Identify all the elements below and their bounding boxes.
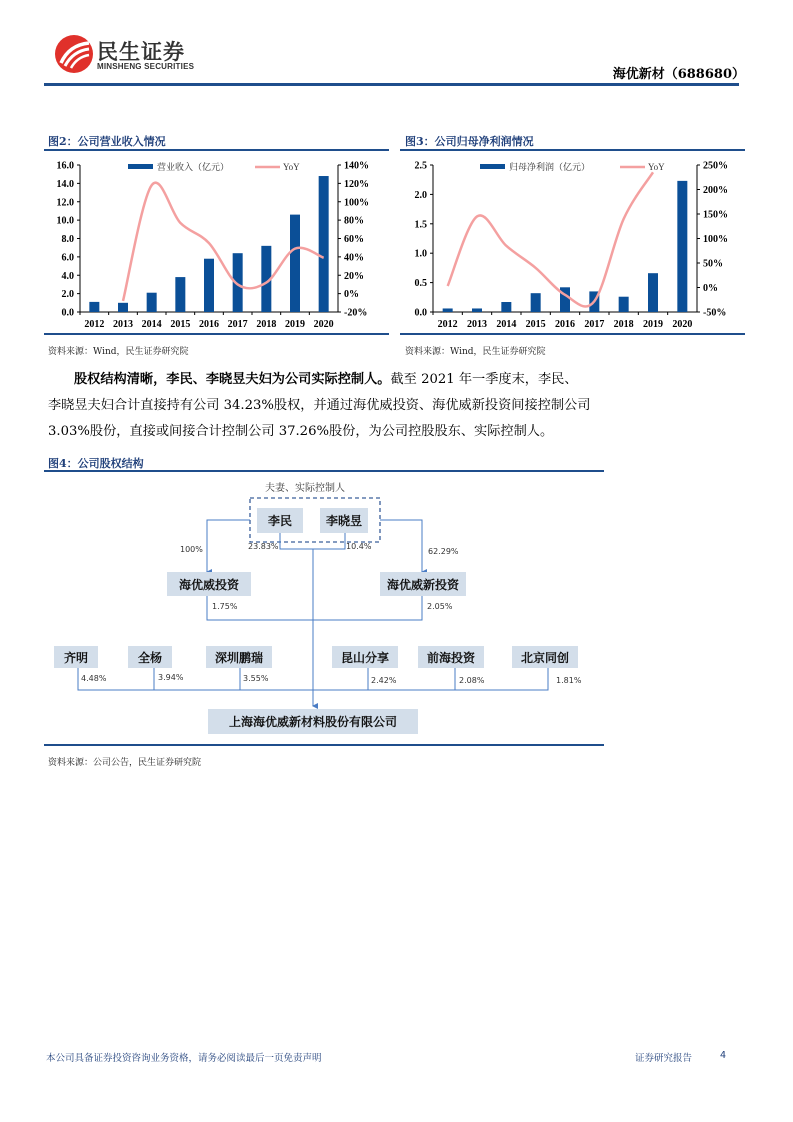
- shareholder-box: 深圳鹏瑞: [206, 646, 272, 668]
- svg-text:2015: 2015: [525, 319, 546, 330]
- svg-text:-50%: -50%: [703, 307, 727, 319]
- svg-text:2017: 2017: [227, 319, 248, 330]
- svg-text:12.0: 12.0: [56, 197, 74, 209]
- paragraph-line3: 3.03%股份，直接或间接合计控制公司 37.26%股份，为公司控股股东、实际控制人。: [48, 424, 554, 439]
- svg-text:100%: 100%: [703, 234, 728, 245]
- shareholder-box: 昆山分享: [332, 646, 398, 668]
- holdco1-pct: 1.75%: [212, 602, 238, 611]
- svg-text:2013: 2013: [467, 319, 487, 330]
- svg-text:60%: 60%: [344, 234, 364, 245]
- controller-box-li-xiaoyu: 李晓昱: [320, 508, 368, 533]
- li-min-pct: 23.83%: [248, 542, 279, 551]
- svg-text:0%: 0%: [344, 289, 359, 301]
- svg-text:50%: 50%: [703, 258, 723, 270]
- svg-text:100%: 100%: [344, 197, 369, 209]
- svg-text:14.0: 14.0: [56, 178, 74, 190]
- svg-text:0.0: 0.0: [61, 307, 74, 319]
- svg-text:40%: 40%: [344, 252, 364, 264]
- svg-text:2019: 2019: [285, 319, 305, 330]
- svg-text:150%: 150%: [703, 209, 728, 221]
- svg-text:2018: 2018: [613, 319, 634, 330]
- figure4-bottom-rule: [44, 744, 604, 746]
- stock-title: 海优新材（688680）: [612, 67, 745, 82]
- svg-text:6.0: 6.0: [61, 252, 74, 264]
- svg-text:2015: 2015: [170, 319, 191, 330]
- logo-text: 民生证券: [97, 40, 185, 64]
- logo-subtext: MINSHENG SECURITIES: [97, 62, 195, 71]
- paragraph-lead: 股权结构清晰，李民、李晓昱夫妇为公司实际控制人。: [74, 372, 391, 387]
- holdco-box-haiyouwei: 海优威投资: [167, 572, 251, 596]
- svg-text:营业收入（亿元）: 营业收入（亿元）: [157, 162, 230, 172]
- shareholder-box: 全杨: [128, 646, 172, 668]
- footer-disclaimer: 本公司具备证券投资咨询业务资格，请务必阅读最后一页免责声明: [46, 1053, 322, 1064]
- svg-text:1.5: 1.5: [414, 219, 427, 231]
- shareholder-box: 齐明: [54, 646, 98, 668]
- figure2-source: 资料来源：Wind，民生证券研究院: [48, 347, 189, 357]
- controller-box-li-min: 李民: [257, 508, 303, 533]
- svg-text:8.0: 8.0: [61, 234, 74, 245]
- svg-text:1.0: 1.0: [414, 248, 427, 260]
- svg-text:2018: 2018: [256, 319, 277, 330]
- svg-text:2016: 2016: [555, 319, 575, 330]
- svg-text:2.0: 2.0: [414, 189, 427, 201]
- svg-text:2014: 2014: [496, 319, 517, 330]
- shareholder-pct: 2.08%: [459, 676, 485, 685]
- svg-text:20%: 20%: [344, 270, 364, 282]
- company-box: 上海海优威新材料股份有限公司: [208, 709, 418, 734]
- holdco1-parent-pct: 100%: [180, 545, 203, 554]
- svg-text:4.0: 4.0: [61, 270, 74, 282]
- li-xiaoyu-pct: 10.4%: [346, 542, 372, 551]
- svg-text:2020: 2020: [313, 319, 334, 330]
- shareholder-pct: 3.55%: [243, 674, 269, 683]
- holdco-box-haiyouwei-new: 海优威新投资: [380, 572, 466, 596]
- svg-text:2012: 2012: [84, 319, 105, 330]
- shareholder-pct: 2.42%: [371, 676, 397, 685]
- shareholder-pct: 4.48%: [81, 674, 107, 683]
- shareholder-box: 前海投资: [418, 646, 484, 668]
- holdco2-parent-pct: 62.29%: [428, 547, 459, 556]
- page-number: 4: [720, 1050, 727, 1061]
- figure4-source: 资料来源：公司公告，民生证券研究院: [48, 758, 202, 768]
- svg-text:200%: 200%: [703, 185, 728, 196]
- svg-text:0.5: 0.5: [414, 278, 427, 290]
- svg-text:0.0: 0.0: [414, 307, 427, 319]
- svg-text:120%: 120%: [344, 178, 369, 190]
- svg-text:2013: 2013: [113, 319, 133, 330]
- svg-text:归母净利润（亿元）: 归母净利润（亿元）: [509, 162, 591, 172]
- shareholder-pct: 3.94%: [158, 673, 184, 682]
- figure3-source: 资料来源：Wind，民生证券研究院: [405, 347, 546, 357]
- svg-text:80%: 80%: [344, 215, 364, 227]
- holdco2-pct: 2.05%: [427, 602, 453, 611]
- svg-text:10.0: 10.0: [56, 215, 74, 227]
- svg-text:16.0: 16.0: [56, 160, 74, 172]
- figure4-title: 图4：公司股权结构: [48, 457, 144, 470]
- paragraph-line1: 截至 2021 年一季度末，李民、: [390, 372, 578, 387]
- couple-label: 夫妻、实际控制人: [265, 483, 345, 494]
- footer-report-type: 证券研究报告: [635, 1053, 693, 1064]
- svg-text:250%: 250%: [703, 160, 728, 172]
- svg-text:YoY: YoY: [648, 162, 665, 172]
- shareholder-box: 北京同创: [512, 646, 578, 668]
- svg-text:-20%: -20%: [344, 307, 368, 319]
- svg-text:2017: 2017: [584, 319, 605, 330]
- svg-text:YoY: YoY: [283, 162, 300, 172]
- svg-text:0%: 0%: [703, 283, 718, 294]
- svg-text:2016: 2016: [199, 319, 219, 330]
- svg-text:2020: 2020: [672, 319, 693, 330]
- svg-text:2019: 2019: [643, 319, 663, 330]
- svg-text:2012: 2012: [437, 319, 458, 330]
- svg-text:2014: 2014: [141, 319, 162, 330]
- shareholder-pct: 1.81%: [556, 676, 582, 685]
- figure2-title: 图2：公司营业收入情况: [48, 135, 166, 148]
- svg-text:2.0: 2.0: [61, 289, 74, 301]
- figure3-title: 图3：公司归母净利润情况: [405, 135, 534, 148]
- svg-text:140%: 140%: [344, 160, 369, 172]
- svg-text:2.5: 2.5: [414, 160, 427, 172]
- paragraph-line2: 李晓昱夫妇合计直接持有公司 34.23%股权，并通过海优威投资、海优威新投资间接控制公司: [48, 398, 591, 413]
